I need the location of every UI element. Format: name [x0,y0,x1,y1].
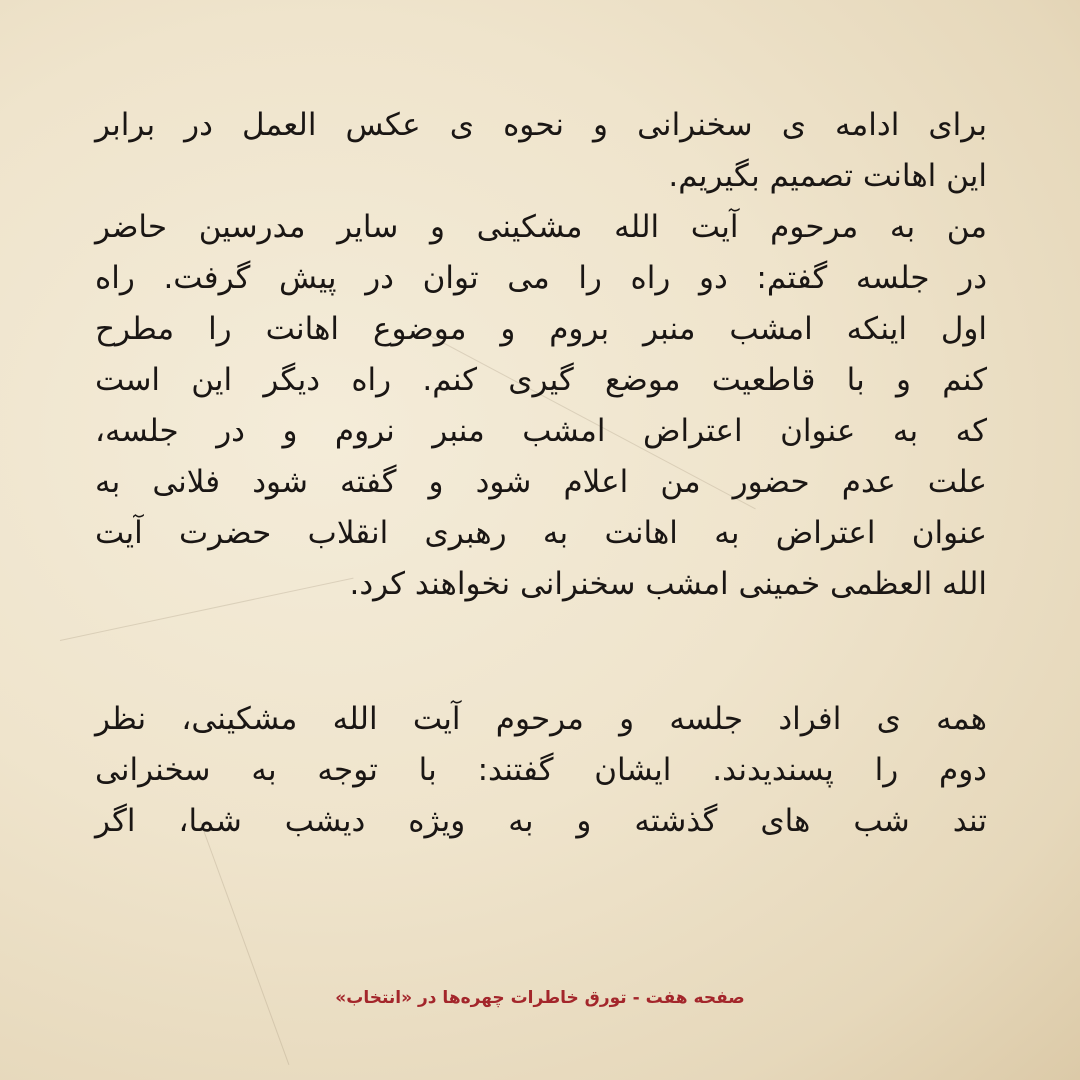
text-line: اول اینکه امشب منبر بروم و موضوع اهانت را مطرح [95,311,987,347]
text-line: الله العظمی خمینی امشب سخنرانی نخواهند کرد. [349,566,987,602]
text-line: من به مرحوم آیت الله مشکینی و سایر مدرسین حاضر [95,209,987,245]
page-footer-caption: صفحه هفت - تورق خاطرات چهره‌ها در «انتخاب» [335,988,745,1008]
text-line: همه ی افراد جلسه و مرحوم آیت الله مشکینی، نظر [95,701,987,737]
text-line: عنوان اعتراض به اهانت به رهبری انقلاب حضرت آیت [95,515,987,551]
paper-crease [200,820,290,1065]
text-line: برای ادامه ی سخنرانی و نحوه ی عکس العمل در برابر [95,107,987,143]
document-body [95,100,987,847]
text-line: کنم و با قاطعیت موضع گیری کنم. راه دیگر این است [95,362,987,398]
paragraph-2 [95,694,987,847]
text-line: دوم را پسندیدند. ایشان گفتند: با توجه به سخنرانی [95,752,987,788]
text-line: که به عنوان اعتراض امشب منبر نروم و در جلسه، [95,413,987,449]
text-line: علت عدم حضور من اعلام شود و گفته شود فلانی به [95,464,987,500]
text-line: در جلسه گفتم: دو راه را می توان در پیش گرفت. راه [95,260,987,296]
paragraph-1 [95,100,987,610]
text-line: این اهانت تصمیم بگیریم. [668,158,987,194]
text-line: تند شب های گذشته و به ویژه دیشب شما، اگر [95,803,987,839]
